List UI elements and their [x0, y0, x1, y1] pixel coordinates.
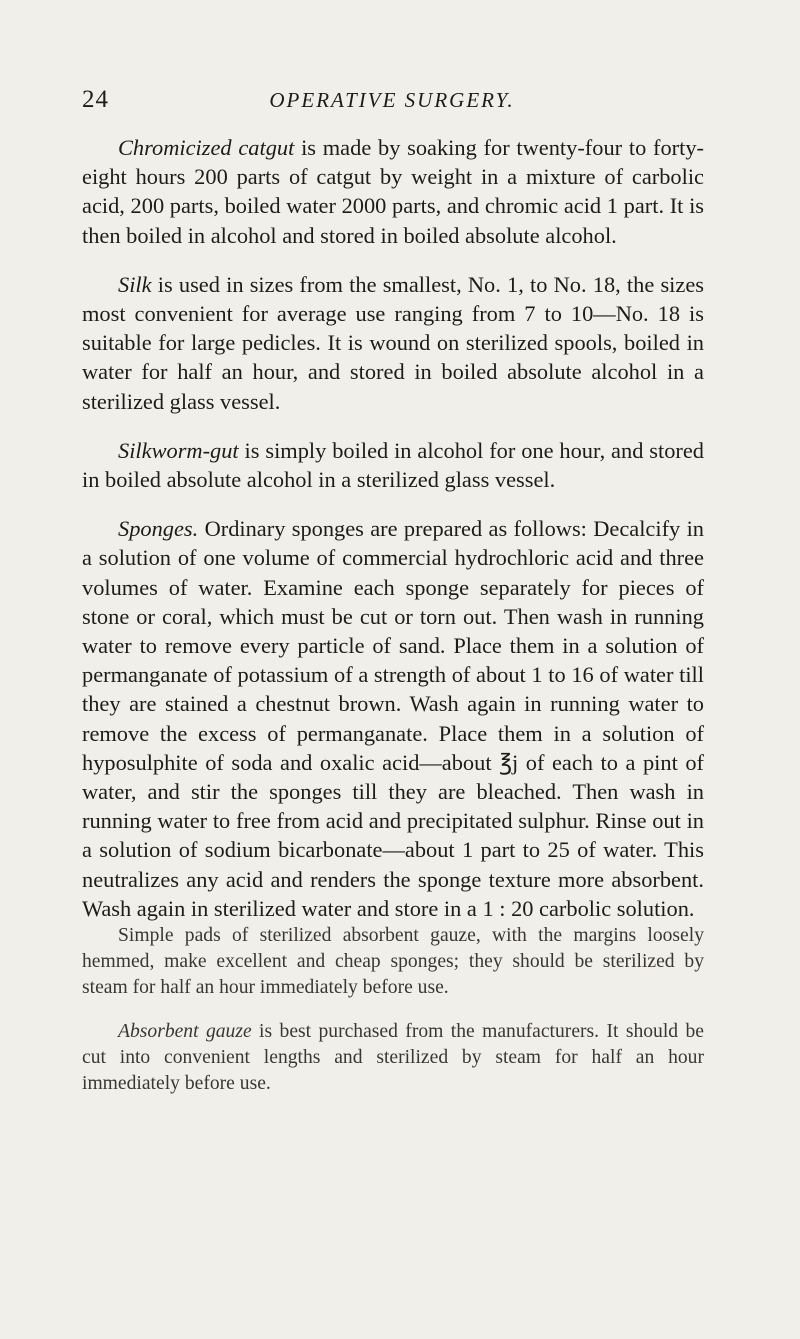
- paragraph-silkworm-gut: [82, 436, 704, 494]
- body-text: [82, 133, 704, 1097]
- paragraph-chromicized-catgut: [82, 133, 704, 250]
- paragraph-lead: Silkworm-gut: [118, 437, 239, 463]
- paragraph-text: is made by soaking for twenty-four to forty-eight hours 200 parts of catgut by weight in a mixture of carbolic acid, 200 parts, boiled water 2000 parts, and chromic acid 1 part. It is then boiled in alcohol and stored in boiled absolute alcohol.: [82, 135, 705, 248]
- running-title: OPERATIVE SURGERY.: [269, 88, 515, 112]
- paragraph-text: Simple pads of sterilized absorbent gauze, with the margins loosely hemmed, make excellent and cheap sponges; they should be sterilized by steam for half an hour immediately before use.: [82, 925, 704, 999]
- paragraph-gauze-pads: [82, 923, 704, 1001]
- paragraph-text: is best purchased from the manufacturers. It should be cut into convenient lengths and sterilized by steam for half an hour immediately before use.: [82, 1021, 704, 1095]
- paragraph-text: Ordinary sponges are prepared as follows: Decalcify in a solution of one volume of commercial hydrochloric acid and three volumes of water. Examine each sponge separately for pieces of stone or coral, which must be cut or torn out. Then wash in running water to remove every particle of sand. Place them in a solution of permanganate of potassium of a strength of about 1 to 16 of water till they are stained a chestnut brown. Wash again in running water to remove the excess of permanganate. Place them in a solution of hyposulphite of soda and oxalic acid—about ℥j of each to a pint of water, and stir the sponges till they are bleached. Then wash in running water to free from acid and precipitated sulphur. Rinse out in a solution of sodium bicarbonate—about 1 part to 25 of water. This neutralizes any acid and renders the sponge texture more absorbent. Wash again in sterilized water and store in a 1 : 20 carbolic solution.: [82, 516, 704, 921]
- page-number: 24: [82, 86, 109, 113]
- paragraph-lead: Silk: [118, 271, 152, 297]
- paragraph-silk: [82, 270, 704, 416]
- paragraph-lead: Chromicized catgut: [118, 135, 295, 160]
- paragraph-lead: Sponges.: [118, 516, 199, 542]
- paragraph-sponges: [82, 514, 704, 923]
- paragraph-lead: Absorbent gauze: [118, 1021, 252, 1043]
- running-head: [82, 86, 702, 116]
- paragraph-absorbent-gauze: [82, 1019, 704, 1097]
- paragraph-text: is simply boiled in alcohol for one hour, and stored in boiled absolute alcohol in a sterilized glass vessel.: [82, 437, 704, 493]
- paragraph-text: is used in sizes from the smallest, No. 1, to No. 18, the sizes most convenient for average use ranging from 7 to 10—No. 18 is suitable for large pedicles. It is wound on sterilized spools, boiled in water for half an hour, and stored in boiled absolute alcohol in a sterilized glass vessel.: [82, 271, 704, 414]
